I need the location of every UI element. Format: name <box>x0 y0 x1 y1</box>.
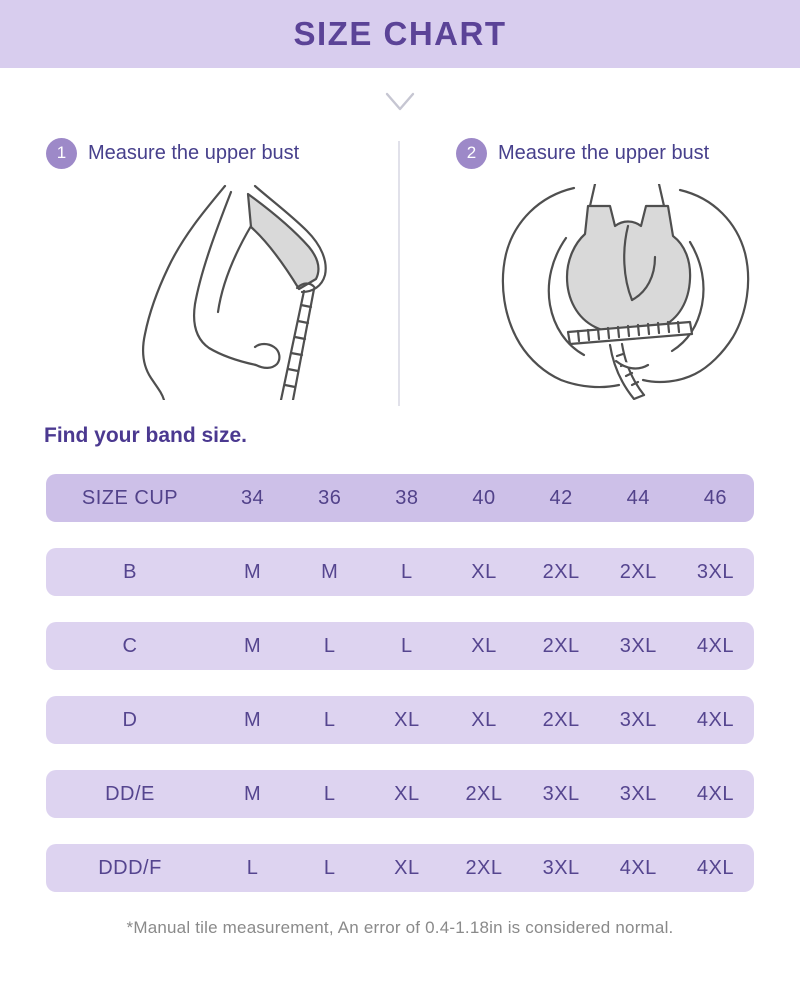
column-header: SIZE CUP <box>81 486 179 509</box>
cup-size-cell: D <box>122 708 138 731</box>
size-cell: 2XL <box>542 708 580 731</box>
band-size-heading: Find your band size. <box>44 424 248 447</box>
size-cell: XL <box>471 634 497 657</box>
table-row <box>46 622 754 670</box>
size-cell: 2XL <box>619 560 657 583</box>
measure-illustration-front <box>456 184 796 400</box>
size-cell: L <box>323 708 336 731</box>
size-cell: 2XL <box>542 560 580 583</box>
size-cell: 3XL <box>542 782 580 805</box>
header-bar <box>0 0 800 68</box>
step-1-header <box>46 136 398 170</box>
size-cell: 3XL <box>619 782 657 805</box>
cup-size-cell: DD/E <box>105 782 155 805</box>
size-cell: XL <box>394 782 420 805</box>
step-2-number-badge: 2 <box>456 138 487 169</box>
size-cell: M <box>243 560 262 583</box>
size-cell: XL <box>394 856 420 879</box>
column-header: 40 <box>472 486 496 509</box>
column-header: 42 <box>549 486 573 509</box>
size-cell: 2XL <box>465 856 503 879</box>
column-header: 38 <box>395 486 419 509</box>
step-2-label: Measure the upper bust <box>498 141 710 164</box>
vertical-divider <box>398 141 400 406</box>
measurement-disclaimer: *Manual tile measurement, An error of 0.4-1.18in is considered normal. <box>126 918 674 937</box>
column-header: 44 <box>626 486 650 509</box>
size-cell: L <box>323 634 336 657</box>
column-header: 46 <box>703 486 728 509</box>
size-cell: L <box>323 856 336 879</box>
size-cell: L <box>323 782 336 805</box>
size-cell: 3XL <box>619 708 657 731</box>
size-cell: L <box>401 560 413 583</box>
table-row <box>46 548 754 596</box>
size-cell: 2XL <box>465 782 503 805</box>
table-row <box>46 696 754 744</box>
size-cell: M <box>243 634 262 657</box>
size-cell: L <box>246 856 259 879</box>
column-header: 34 <box>240 486 265 509</box>
cup-size-cell: B <box>123 560 137 583</box>
page-title: SIZE CHART <box>293 15 507 52</box>
chevron-down-icon <box>0 92 800 116</box>
measurement-steps <box>0 136 800 400</box>
step-2-header <box>456 136 796 170</box>
table-row <box>46 844 754 892</box>
step-1 <box>0 136 398 400</box>
size-cell: XL <box>471 708 497 731</box>
step-1-label: Measure the upper bust <box>88 141 300 164</box>
size-cell: 4XL <box>696 634 734 657</box>
column-header: 36 <box>318 486 342 509</box>
cup-size-cell: C <box>122 634 138 657</box>
size-cell: L <box>401 634 413 657</box>
size-cell: 4XL <box>696 782 734 805</box>
size-cell: 4XL <box>696 856 734 879</box>
size-cell: M <box>321 560 339 583</box>
measure-illustration-side <box>46 184 398 400</box>
size-cell: XL <box>471 560 497 583</box>
step-2 <box>398 136 796 400</box>
step-1-number-badge: 1 <box>46 138 77 169</box>
table-header-row <box>46 474 754 522</box>
size-cell: 3XL <box>619 634 657 657</box>
size-cell: M <box>243 782 262 805</box>
size-cell: 3XL <box>696 560 734 583</box>
size-cell: 2XL <box>542 634 580 657</box>
size-cell: M <box>243 708 262 731</box>
cup-size-cell: DDD/F <box>98 856 162 879</box>
size-cell: 4XL <box>696 708 734 731</box>
size-cell: 4XL <box>619 856 657 879</box>
table-row <box>46 770 754 818</box>
band-size-table <box>46 474 754 892</box>
size-cell: 3XL <box>542 856 580 879</box>
size-cell: XL <box>394 708 420 731</box>
